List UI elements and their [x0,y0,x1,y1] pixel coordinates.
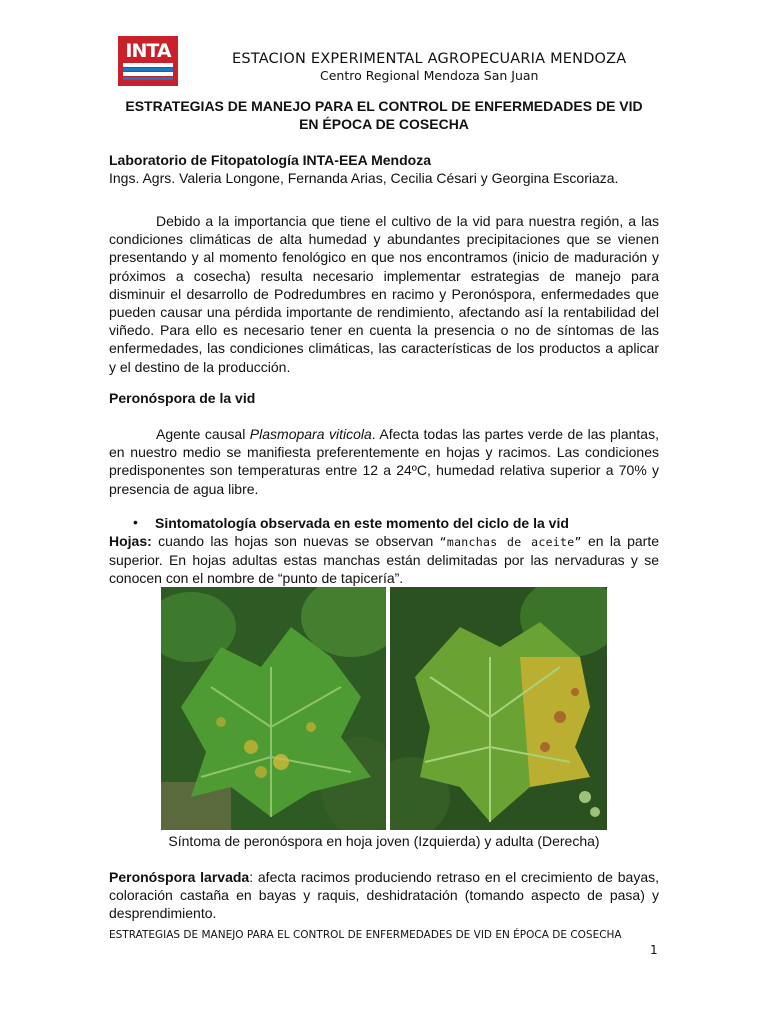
photo-adult-leaf [390,587,607,830]
larvada-label: Peronóspora larvada [109,869,250,885]
page-number: 1 [650,943,658,957]
logo-stripe [123,68,173,71]
agent-pre: Agente causal [156,426,250,442]
hojas-pre: cuando las hojas son nuevas se observan [151,533,440,549]
agent-paragraph [109,425,659,498]
lab-name: Laboratorio de Fitopatología INTA-EEA Mendoza [109,152,431,168]
bullet-heading: Sintomatología observada en este momento del ciclo de la vid [155,515,569,531]
inta-logo [118,36,178,86]
hojas-quote: “manchas de aceite” [439,535,582,549]
document-title-line-2: EN ÉPOCA DE COSECHA [299,116,469,132]
intro-paragraph: Debido a la importancia que tiene el cultivo de la vid para nuestra región, a las condiciones climáticas de alta humedad y abundantes precipitaciones que se vienen presentando y al momento fenológico en que nos encontramos (inicio de maduración y próximos a cosecha) resulta necesario implementar estrategias de manejo para disminuir el desarrollo de Podredumbres en racimo y Peronóspora, enfermedades que pueden causar una pérdida importante de rendimiento, afectando así la rentabilidad del viñedo. Para ello es necesario tener en cuenta la presencia o no de síntomas de las enfermedades, las condiciones climáticas, las características de los productos a aplicar y el destino de la producción. [109,213,659,375]
page-footer: ESTRATEGIAS DE MANEJO PARA EL CONTROL DE ENFERMEDADES DE VID EN ÉPOCA DE COSECHA [109,929,622,941]
logo-stripe [123,77,173,80]
header-subtitle: Centro Regional Mendoza San Juan [320,68,539,83]
photo-caption: Síntoma de peronóspora en hoja joven (Izquierda) y adulta (Derecha) [168,833,600,849]
authors: Ings. Agrs. Valeria Longone, Fernanda Arias, Cecilia Césari y Georgina Escoriaza. [109,170,619,186]
hojas-paragraph [109,532,659,588]
logo-band [123,63,173,67]
larvada-paragraph [109,868,659,923]
larvada-text: : afecta racimos produciendo retraso en el crecimiento de bayas, coloración castaña en bayas y raquis, deshidratación (tomando aspecto de pasa) y desprendimiento. [109,869,660,922]
document-title-line-1: ESTRATEGIAS DE MANEJO PARA EL CONTROL DE ENFERMEDADES DE VID [125,98,643,114]
bullet-dot: • [133,514,138,530]
logo-band [123,72,173,76]
agent-post: . Afecta todas las partes verde de las plantas, en nuestro medio se manifiesta preferentemente en hojas y racimos. Las condiciones predisponentes son temperaturas entre 12 a 24ºC, humedad relativa superior a 70% y presencia de agua libre. [109,426,659,497]
section-title: Peronóspora de la vid [109,390,256,406]
hojas-label: Hojas: [109,533,152,549]
header-title: ESTACION EXPERIMENTAL AGROPECUARIA MENDOZA [232,51,627,67]
pathogen-name: Plasmopara viticola [249,426,372,442]
photo-young-leaf [161,587,386,830]
hojas-post: en la parte superior. En hojas adultas estas manchas están delimitadas por las nervaduras y se conocen con el nombre de “punto de tapicería”. [109,533,659,587]
logo-text: INTA [125,40,171,62]
